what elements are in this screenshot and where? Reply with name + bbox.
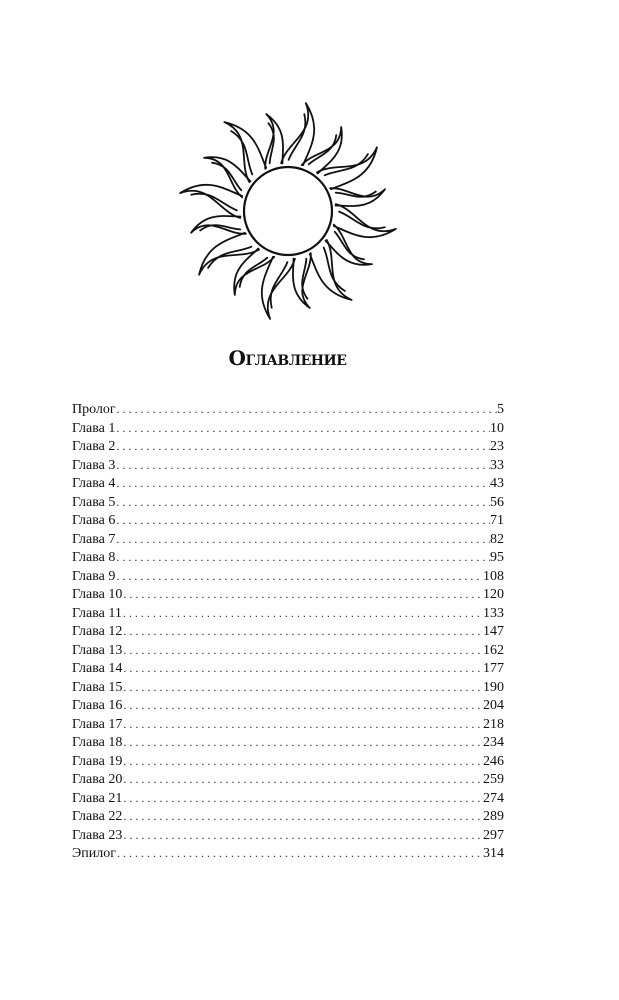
toc-entry [72,400,504,419]
toc-entry-page: 162 [483,642,504,658]
sun-ray-inner-line [338,212,386,230]
toc-entry [72,752,504,771]
toc-entry-page: 133 [483,605,504,621]
toc-leader-dots [122,604,483,623]
toc-entry-page: 190 [483,679,504,695]
sun-ray-outline [333,204,397,239]
toc-entry-title: Глава 3 [72,457,116,473]
toc-entry-page: 218 [483,716,504,732]
toc-entry [72,567,504,586]
toc-entry [72,696,504,715]
toc-entry-page: 43 [490,476,504,491]
toc-entry [72,770,504,789]
toc-entry-title: Глава 19 [72,753,123,769]
toc-entry-title: Глава 17 [72,716,123,732]
sun-ornament [175,98,401,324]
toc-entry-page: 82 [490,531,504,547]
sun-ray [250,112,290,169]
sun-ray [333,204,397,239]
toc-entry-title: Глава 2 [72,439,116,454]
toc-entry [72,789,504,808]
toc-leader-dots [122,585,483,604]
toc-leader-dots [115,437,490,456]
toc-entry-title: Глава 22 [72,809,123,824]
toc-entry-page: 71 [490,513,504,528]
toc-entry-title: Глава 7 [72,531,116,547]
toc-entry-page: 23 [490,439,504,454]
sun-icon [175,98,401,324]
sun-ray-inner-line [313,248,353,293]
sun-ray-inner-line [325,145,370,185]
sun-ray-outline [281,101,316,165]
toc-leader-dots [122,678,483,697]
toc-entry [72,474,504,493]
table-of-contents [72,400,504,863]
toc-entry-page: 234 [483,735,504,750]
toc-entry-title: Глава 9 [72,568,116,584]
sun-ray-inner-line [270,261,288,309]
toc-entry-page: 297 [483,827,504,843]
toc-entry-page: 177 [483,661,504,676]
toc-entry-page: 274 [483,790,504,806]
toc-entry [72,548,504,567]
toc-entry [72,807,504,826]
toc-entry-title: Глава 10 [72,587,123,602]
toc-leader-dots [122,807,483,826]
toc-leader-dots [115,456,490,475]
sun-disc [244,167,332,255]
sun-ray-inner-line [190,193,238,211]
toc-entry-title: Глава 1 [72,420,116,436]
toc-entry [72,511,504,530]
toc-entry [72,585,504,604]
toc-entry-title: Глава 18 [72,735,123,750]
sun-ray-outline [178,182,242,217]
toc-entry [72,641,504,660]
toc-leader-dots [122,733,483,752]
toc-leader-dots [116,400,497,419]
toc-entry-page: 259 [483,772,504,787]
toc-leader-dots [115,493,490,512]
toc-leader-dots [115,548,490,567]
toc-entry [72,437,504,456]
toc-leader-dots [122,752,483,771]
sun-ray [286,253,326,310]
toc-entry [72,493,504,512]
toc-entry-page: 246 [483,753,504,769]
toc-leader-dots [122,789,483,808]
toc-entry-page: 5 [497,402,504,417]
toc-entry [72,419,504,438]
toc-leader-dots [122,715,483,734]
toc-entry-page: 289 [483,809,504,824]
toc-leader-dots [115,567,483,586]
toc-entry-page: 108 [483,568,504,584]
toc-entry-title: Глава 11 [72,605,122,621]
toc-entry-page: 314 [483,846,504,861]
toc-entry-title: Глава 20 [72,772,123,787]
toc-entry-title: Глава 23 [72,827,123,843]
toc-leader-dots [115,419,490,438]
toc-entry-title: Глава 15 [72,679,123,695]
toc-entry-title: Глава 8 [72,550,116,565]
toc-entry-title: Глава 5 [72,494,116,510]
sun-ray [330,173,387,213]
toc-entry-page: 120 [483,587,504,602]
toc-leader-dots [116,844,483,863]
toc-entry-page: 10 [490,420,504,436]
sun-ray [178,182,242,217]
toc-entry-title: Глава 13 [72,642,123,658]
toc-entry-title: Эпилог [72,846,116,861]
toc-entry [72,659,504,678]
toc-entry-page: 33 [490,457,504,473]
toc-entry [72,678,504,697]
toc-entry-title: Пролог [72,402,116,417]
toc-entry-page: 204 [483,698,504,713]
sun-ray [281,101,316,165]
toc-leader-dots [122,826,483,845]
sun-ray-inner-line [289,113,307,161]
toc-entry [72,826,504,845]
toc-leader-dots [115,474,490,493]
toc-entry [72,604,504,623]
sun-ray [189,209,246,249]
toc-entry-page: 95 [490,550,504,565]
toc-entry-title: Глава 6 [72,513,116,528]
toc-leader-dots [122,641,483,660]
toc-entry-title: Глава 4 [72,476,116,491]
toc-entry [72,844,504,863]
toc-leader-dots [115,530,490,549]
toc-entry-title: Глава 12 [72,624,123,639]
toc-entry-title: Глава 14 [72,661,123,676]
toc-leader-dots [122,622,483,641]
toc-entry [72,622,504,641]
sun-ray-outline [259,256,294,320]
sun-ray [259,256,294,320]
page-title: Оглавление [228,346,347,370]
toc-entry [72,530,504,549]
toc-entry [72,733,504,752]
sun-ray-inner-line [207,236,252,276]
toc-entry-title: Глава 16 [72,698,123,713]
toc-leader-dots [122,659,483,678]
toc-entry [72,715,504,734]
toc-entry-page: 147 [483,624,504,639]
toc-entry [72,456,504,475]
toc-leader-dots [122,696,483,715]
toc-entry-page: 56 [490,494,504,510]
toc-entry-title: Глава 21 [72,790,123,806]
sun-ray-inner-line [222,130,262,175]
toc-leader-dots [115,511,490,530]
toc-leader-dots [122,770,483,789]
